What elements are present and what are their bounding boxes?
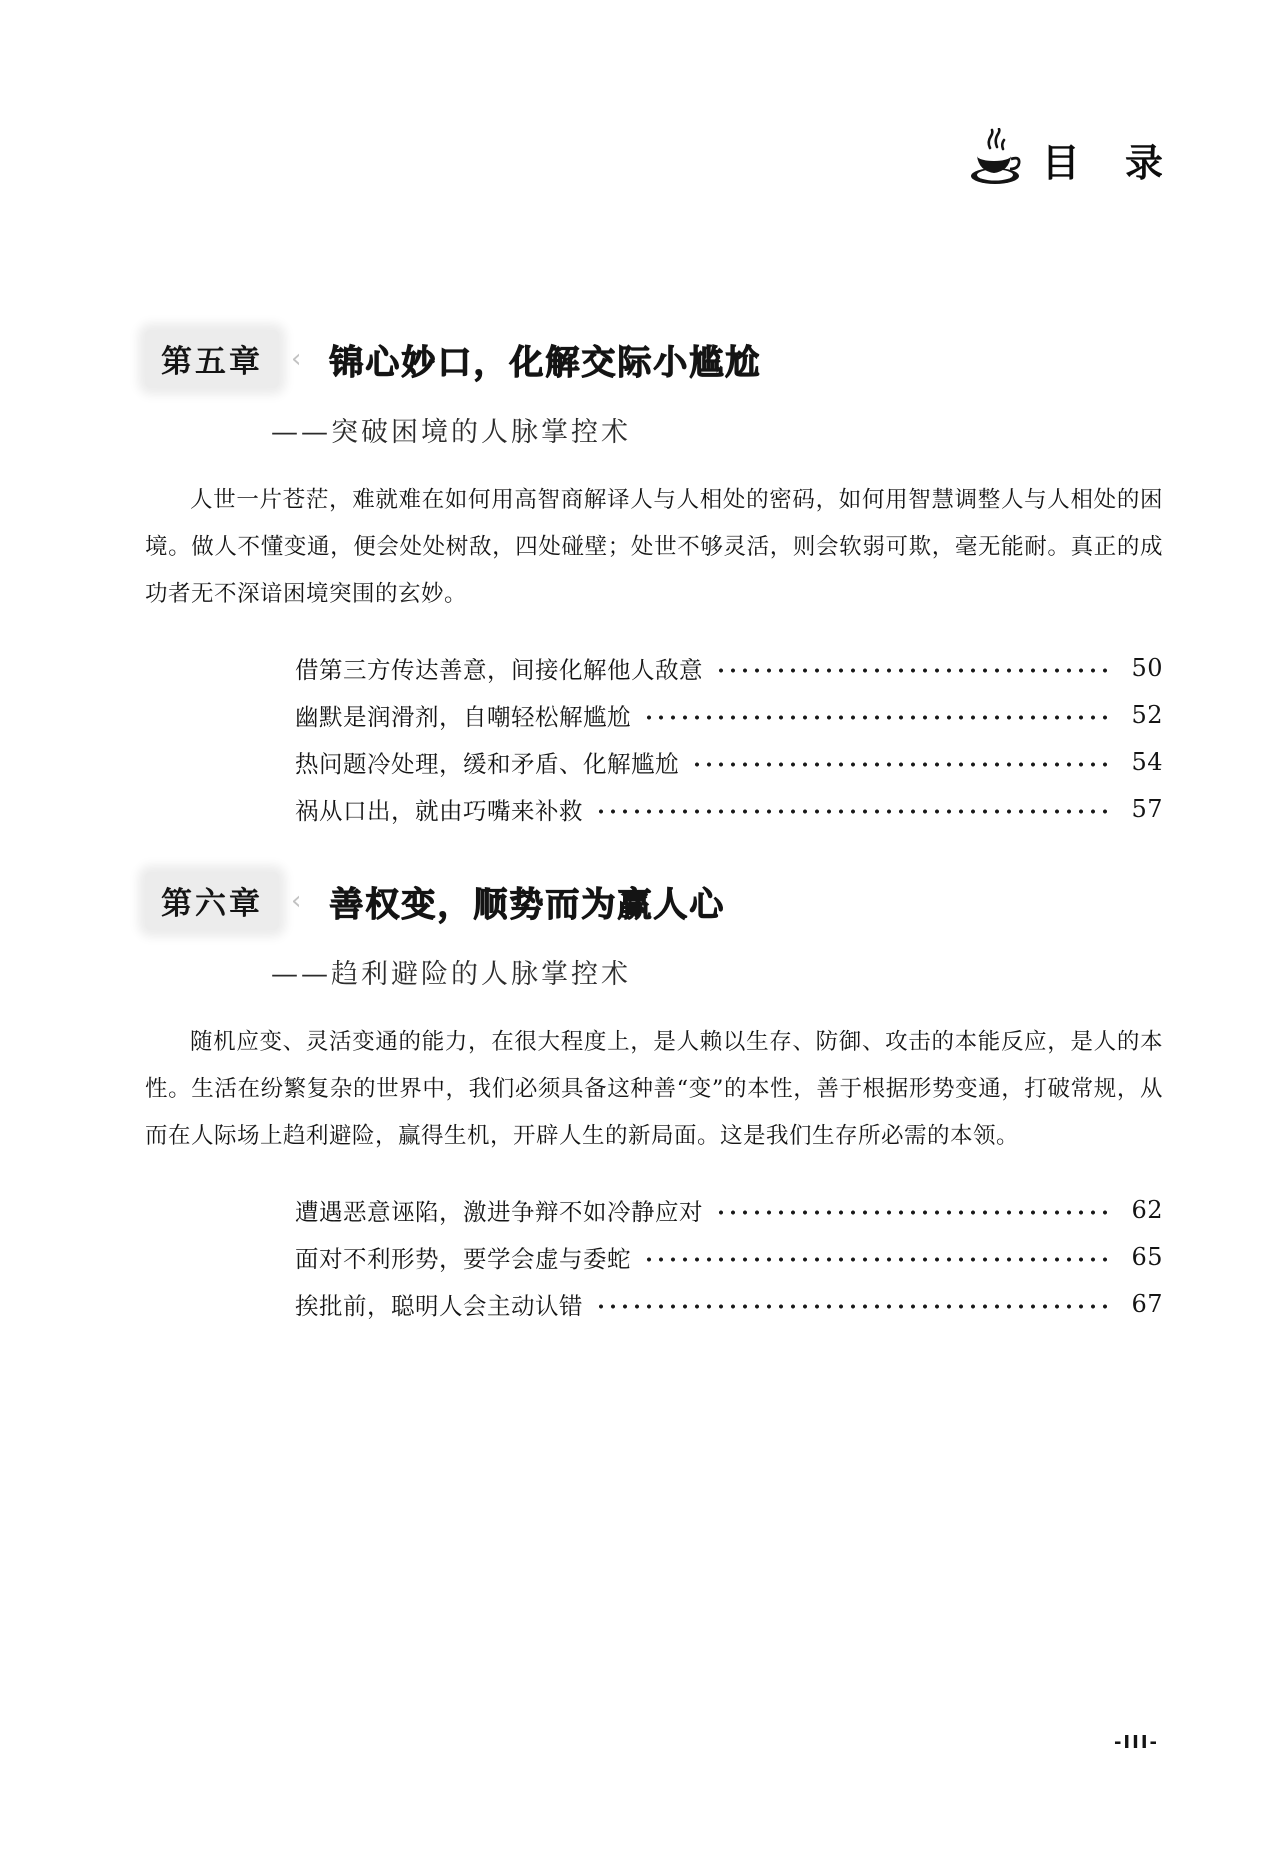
dot-leader	[595, 1302, 1107, 1311]
toc-entry-page: 65	[1131, 1242, 1163, 1271]
toc-entry	[295, 1280, 1163, 1327]
chapter-6-title: 善权变，顺势而为赢人心	[329, 884, 726, 925]
toc-entry-page: 50	[1131, 653, 1163, 682]
chapter-6-toc-list	[295, 1186, 1163, 1327]
chapter-6-label: 第六章	[145, 872, 279, 930]
dot-leader	[643, 1255, 1107, 1264]
chapter-6-subtitle: ——趋利避险的人脉掌控术	[271, 959, 631, 990]
toc-entry	[295, 644, 1163, 691]
folio-page-number: -III-	[1113, 1732, 1159, 1753]
chapter-marker-icon: ‹	[291, 344, 302, 374]
toc-entry	[295, 1186, 1163, 1233]
page-header	[966, 128, 1179, 190]
dot-leader	[691, 760, 1107, 769]
page-title: 目 录	[1041, 140, 1179, 185]
toc-entry-title: 遭遇恶意诬陷，激进争辩不如冷静应对	[295, 1197, 703, 1226]
dot-leader	[595, 807, 1107, 816]
toc-entry	[295, 1233, 1163, 1280]
toc-entry-page: 67	[1131, 1289, 1163, 1318]
coffee-cup-icon	[966, 128, 1024, 190]
chapter-marker-icon: ‹	[291, 886, 302, 916]
chapter-5-subtitle: ——突破困境的人脉掌控术	[271, 417, 631, 448]
chapter-6-section	[145, 872, 1163, 1327]
toc-entry-title: 面对不利形势，要学会虚与委蛇	[295, 1244, 631, 1273]
chapter-5-title: 锦心妙口，化解交际小尴尬	[329, 342, 762, 383]
dot-leader	[715, 1208, 1107, 1217]
toc-entry-page: 54	[1131, 747, 1163, 776]
chapter-5-label: 第五章	[145, 330, 279, 388]
chapter-5-section	[145, 330, 1163, 832]
chapter-5-intro: 人世一片苍茫，难就难在如何用高智商解译人与人相处的密码，如何用智慧调整人与人相处的困境。做人不懂变通，便会处处树敌，四处碰壁；处世不够灵活，则会软弱可欺，毫无能耐。真正的成功者无不深谙困境突围的玄妙。	[145, 487, 1163, 607]
toc-entry-title: 幽默是润滑剂，自嘲轻松解尴尬	[295, 702, 631, 731]
toc-entry-title: 借第三方传达善意，间接化解他人敌意	[295, 655, 703, 684]
toc-entry-title: 挨批前，聪明人会主动认错	[295, 1291, 583, 1320]
toc-entry	[295, 691, 1163, 738]
toc-entry-page: 52	[1131, 700, 1163, 729]
toc-entry	[295, 785, 1163, 832]
chapter-6-heading	[145, 872, 1163, 930]
toc-entry-title: 祸从口出，就由巧嘴来补救	[295, 796, 583, 825]
toc-entry-page: 57	[1131, 794, 1163, 823]
chapter-5-toc-list	[295, 644, 1163, 832]
dot-leader	[643, 713, 1107, 722]
chapter-5-heading	[145, 330, 1163, 388]
toc-entry	[295, 738, 1163, 785]
toc-entry-title: 热问题冷处理，缓和矛盾、化解尴尬	[295, 749, 679, 778]
dot-leader	[715, 666, 1107, 675]
toc-entry-page: 62	[1131, 1195, 1163, 1224]
chapter-6-intro: 随机应变、灵活变通的能力，在很大程度上，是人赖以生存、防御、攻击的本能反应，是人的本性。生活在纷繁复杂的世界中，我们必须具备这种善“变”的本性，善于根据形势变通，打破常规，从而在人际场上趋利避险，赢得生机，开辟人生的新局面。这是我们生存所必需的本领。	[145, 1029, 1163, 1149]
